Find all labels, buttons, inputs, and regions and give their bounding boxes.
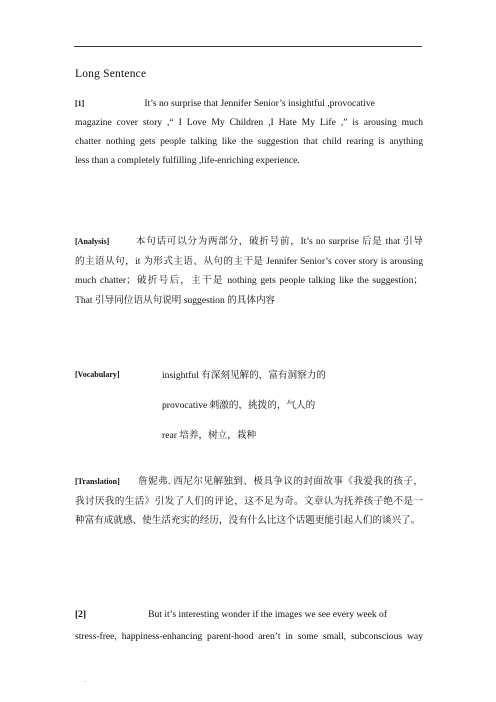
- header-rule: [74, 46, 422, 47]
- translation-line: 我讨厌我的生活》引发了人们的评论，这不足为奇。文章认为抚养孩子绝不是一: [75, 495, 423, 507]
- sentence-1-line: magazine cover story ,“ I Love My Children ,I Hate My Life ,” is arousing much: [75, 117, 423, 128]
- vocabulary-item: rear 培养，树立，栽种: [162, 430, 257, 441]
- sentence-2-line: [2] But it’s interesting wonder if the images we see every week of: [75, 609, 388, 620]
- analysis-line: [Analysis] 本句话可以分为两部分，破折号前，It’s no surprise 后是 that 引导: [75, 236, 423, 247]
- translation-paragraph: [75, 472, 423, 531]
- translation-tag: [Translation]: [75, 477, 120, 486]
- vocabulary-item: provocative 刺激的，挑拨的，气人的: [162, 400, 316, 411]
- sentence-2: [75, 604, 423, 648]
- analysis-tag: [Analysis]: [75, 237, 110, 246]
- page-footer-mark: .: [84, 676, 86, 684]
- analysis-line: That 引导同位语从句说明 suggestion 的具体内容: [75, 294, 276, 306]
- analysis-line: 的主语从句，it 为形式主语、从句的主干是 Jennifer Senior’s cover story is arousing: [75, 255, 423, 267]
- sentence-1-line: less than a completely fulfilling ,life-enriching experience.: [75, 155, 300, 166]
- translation-line: [Translation] 詹妮弗. 西尼尔见解独到、极具争议的封面故事《我爱我的孩子，: [75, 476, 423, 487]
- sentence-1-line: [1] It’s no surprise that Jennifer Senior’s insightful ,provocative: [75, 98, 375, 109]
- sentence-1: [75, 94, 423, 170]
- sentence-1-line: chatter nothing gets people talking like the suggestion that child rearing is anything: [75, 136, 423, 147]
- sentence-1-tag: [1]: [75, 99, 85, 108]
- vocabulary-item: insightful 有深刻见解的，富有洞察力的: [162, 370, 326, 381]
- sentence-2-line: stress-free, happiness-enhancing parent-hood aren’t in some small, subconscious way: [75, 631, 423, 642]
- sentence-2-tag: [2]: [75, 610, 87, 620]
- analysis-line: much chatter；破折号后，主干是 nothing gets people talking like the suggestion；: [75, 275, 423, 286]
- vocabulary-tag: [Vocabulary]: [75, 370, 120, 379]
- analysis-paragraph: [75, 232, 423, 310]
- translation-line: 种富有成就感、使生活充实的经历，没有什么比这个话题更能引起人们的谈兴了。: [75, 515, 421, 526]
- section-heading: Long Sentence: [75, 68, 147, 80]
